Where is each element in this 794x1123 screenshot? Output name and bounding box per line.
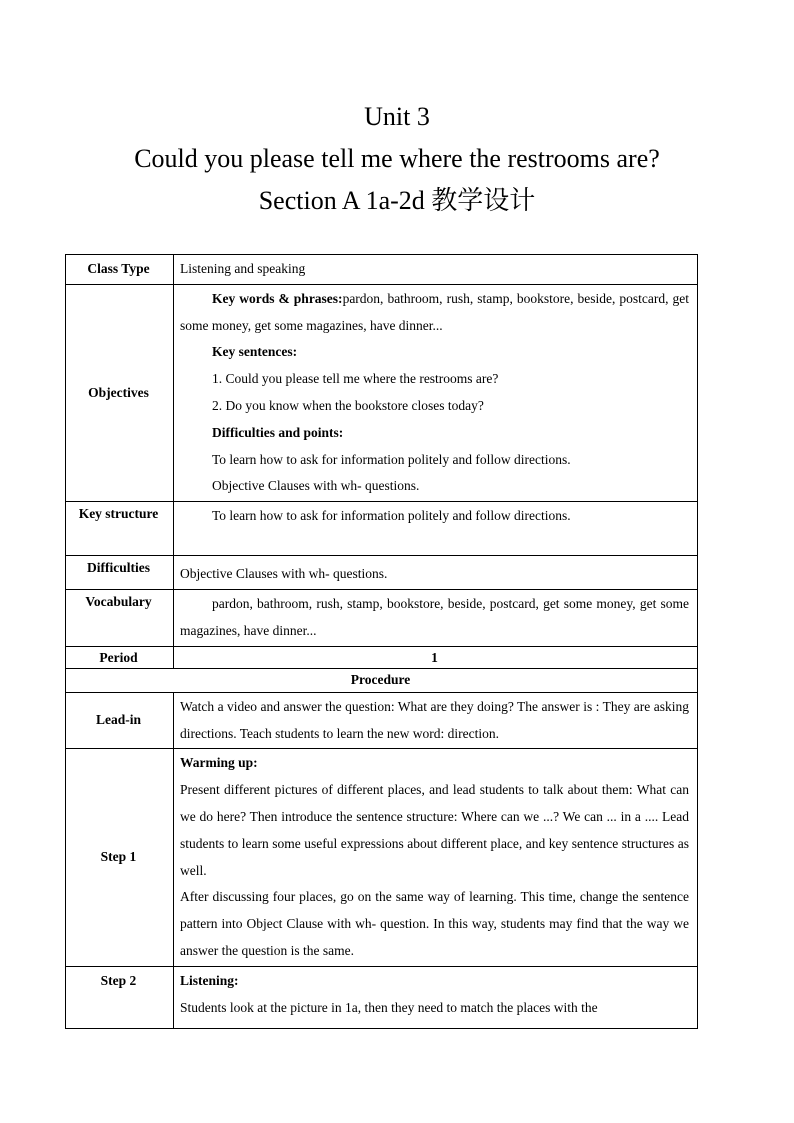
listening-heading: Listening: — [180, 972, 239, 988]
step-1-paragraph-1: Present different pictures of different places, and lead students to talk about them: What can we do here? Then introduce the sentence structure: Where can we ...? We can ... in a .... Lead students to learn some useful expressions about different place, and key sentence structures as well. — [180, 782, 689, 878]
key-words-heading: Key words & phrases: — [212, 290, 343, 306]
difficulties-heading: Difficulties and points: — [212, 424, 344, 440]
key-sentences-heading: Key sentences: — [212, 344, 298, 360]
step-2-content — [174, 966, 698, 1028]
table-row — [66, 556, 698, 590]
lead-in-label: Lead-in — [66, 692, 174, 749]
class-type-label: Class Type — [66, 255, 174, 285]
lesson-plan-table — [65, 254, 698, 1029]
table-row — [66, 646, 698, 668]
difficulty-point-1: To learn how to ask for information politely and follow directions. — [212, 451, 571, 467]
key-sentence-2: 2. Do you know when the bookstore closes today? — [212, 397, 484, 413]
table-row — [66, 668, 698, 692]
table-row — [66, 692, 698, 749]
step-2-label: Step 2 — [66, 966, 174, 1028]
table-row — [66, 284, 698, 501]
section-title: Section A 1a-2d 教学设计 — [258, 186, 536, 215]
unit-title: Unit 3 — [364, 102, 430, 131]
difficulties-value: Objective Clauses with wh- questions. — [174, 556, 698, 590]
key-structure-label: Key structure — [66, 502, 174, 556]
step-1-paragraph-2: After discussing four places, go on the same way of learning. This time, change the sentence pattern into Object Clause with wh- question. In this way, students may find that the way we answer the question is the same. — [180, 889, 689, 958]
lesson-question-title: Could you please tell me where the restrooms are? — [134, 144, 660, 173]
difficulty-point-2: Objective Clauses with wh- questions. — [212, 478, 420, 494]
lead-in-value: Watch a video and answer the question: What are they doing? The answer is : They are asking directions. Teach students to learn the new word: direction. — [174, 692, 698, 749]
key-sentence-1: 1. Could you please tell me where the restrooms are? — [212, 371, 499, 387]
vocabulary-label: Vocabulary — [66, 590, 174, 647]
objectives-label: Objectives — [66, 284, 174, 501]
class-type-value: Listening and speaking — [174, 255, 698, 285]
step-1-label: Step 1 — [66, 749, 174, 966]
procedure-heading: Procedure — [66, 668, 698, 692]
table-row — [66, 502, 698, 556]
table-row — [66, 966, 698, 1028]
step-2-paragraph-1: Students look at the picture in 1a, then they need to match the places with the — [180, 999, 598, 1015]
key-words-text: pardon, bathroom, rush, stamp, bookstore, beside, postcard, get some money, get some magazines, have dinner... — [180, 290, 689, 333]
period-label: Period — [66, 646, 174, 668]
difficulties-label: Difficulties — [66, 556, 174, 590]
period-value: 1 — [174, 646, 698, 668]
objectives-content — [174, 284, 698, 501]
table-row — [66, 590, 698, 647]
key-structure-value: To learn how to ask for information politely and follow directions. — [174, 502, 698, 556]
step-1-content — [174, 749, 698, 966]
warming-up-heading: Warming up: — [180, 755, 258, 771]
table-row — [66, 255, 698, 285]
vocabulary-value: pardon, bathroom, rush, stamp, bookstore, beside, postcard, get some money, get some magazines, have dinner... — [174, 590, 698, 647]
table-row — [66, 749, 698, 966]
